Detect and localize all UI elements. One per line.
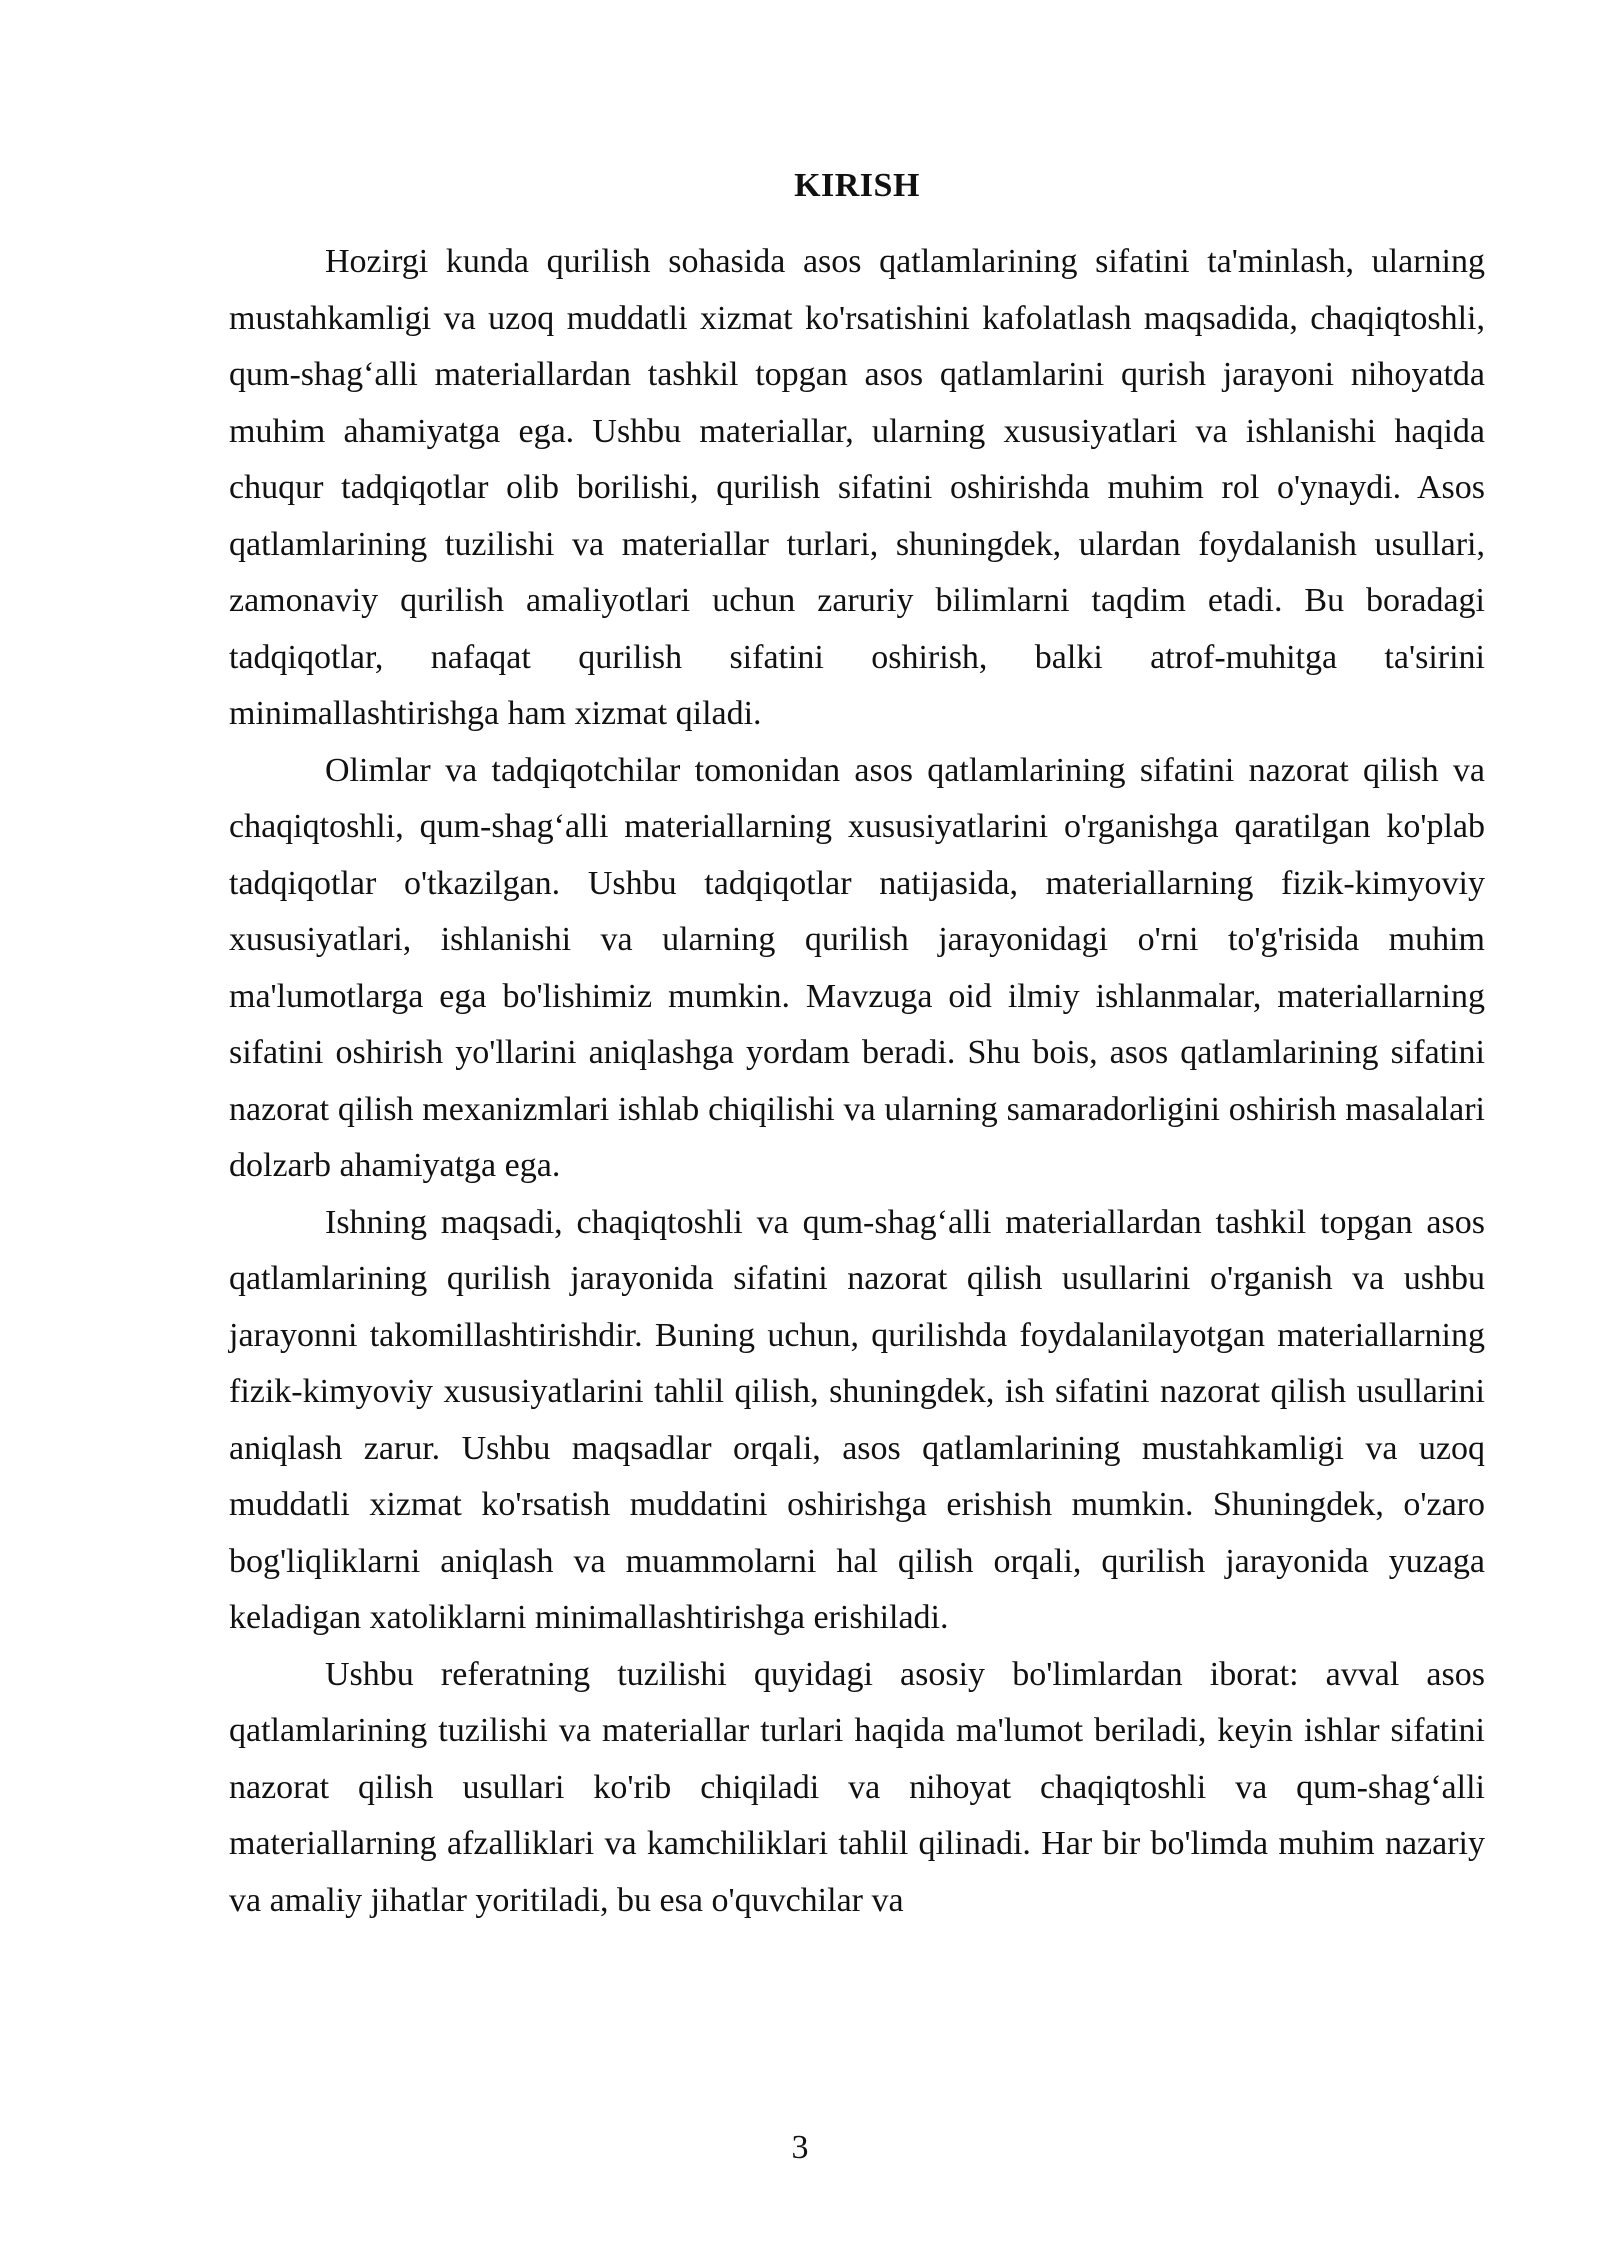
paragraph-intro: Hozirgi kunda qurilish sohasida asos qatlamlarining sifatini ta'minlash, ularning mustahkamligi va uzoq muddatli xizmat ko'rsatishini kafolatlash maqsadida, chaqiqtoshli, qum-shag‘alli materiallardan tashkil topgan asos qatlamlarini qurish jarayoni nihoyatda muhim ahamiyatga ega. Ushbu materiallar, ularning xususiyatlari va ishlanishi haqida chuqur tadqiqotlar olib borilishi, qurilish sifatini oshirishda muhim rol o'ynaydi. Asos qatlamlarining tuzilishi va materiallar turlari, shuningdek, ulardan foydalanish usullari, zamonaviy qurilish amaliyotlari uchun zaruriy bilimlarni taqdim etadi. Bu boradagi tadqiqotlar, nafaqat qurilish sifatini oshirish, balki atrof-muhitga ta'sirini minimallashtirishga ham xizmat qiladi. [229, 243, 1485, 732]
page-number: 3 [791, 2129, 809, 2166]
page-content [229, 160, 1485, 1929]
paragraph-research: Olimlar va tadqiqotchilar tomonidan asos qatlamlarining sifatini nazorat qilish va chaqiqtoshli, qum-shag‘alli materiallarning xususiyatlarini o'rganishga qaratilgan ko'plab tadqiqotlar o'tkazilgan. Ushbu tadqiqotlar natijasida, materiallarning fizik-kimyoviy xususiyatlari, ishlanishi va ularning qurilish jarayonidagi o'rni to'g'risida muhim ma'lumotlarga ega bo'lishimiz mumkin. Mavzuga oid ilmiy ishlanmalar, materiallarning sifatini oshirish yo'llarini aniqlashga yordam beradi. Shu bois, asos qatlamlarining sifatini nazorat qilish mexanizmlari ishlab chiqilishi va ularning samaradorligini oshirish masalalari dolzarb ahamiyatga ega. [229, 751, 1485, 1184]
paragraph-goal: Ishning maqsadi, chaqiqtoshli va qum-shag‘alli materiallardan tashkil topgan asos qatlamlarining qurilish jarayonida sifatini nazorat qilish usullarini o'rganish va ushbu jarayonni takomillashtirishdir. Buning uchun, qurilishda foydalanilayotgan materiallarning fizik-kimyoviy xususiyatlarini tahlil qilish, shuningdek, ish sifatini nazorat qilish usullarini aniqlash zarur. Ushbu maqsadlar orqali, asos qatlamlarining mustahkamligi va uzoq muddatli xizmat ko'rsatish muddatini oshirishga erishish mumkin. Shuningdek, o'zaro bog'liqliklarni aniqlash va muammolarni hal qilish orqali, qurilish jarayonida yuzaga keladigan xatoliklarni minimallashtirishga erishiladi. [229, 1203, 1485, 1636]
section-heading: KIRISH [794, 167, 920, 204]
paragraph-structure: Ushbu referatning tuzilishi quyidagi asosiy bo'limlardan iborat: avval asos qatlamlarining tuzilishi va materiallar turlari haqida ma'lumot beriladi, keyin ishlar sifatini nazorat qilish usullari ko'rib chiqiladi va nihoyat chaqiqtoshli va qum-shag‘alli materiallarning afzalliklari va kamchiliklari tahlil qilinadi. Har bir bo'limda muhim nazariy va amaliy jihatlar yoritiladi, bu esa o'quvchilar va [229, 1655, 1485, 1919]
